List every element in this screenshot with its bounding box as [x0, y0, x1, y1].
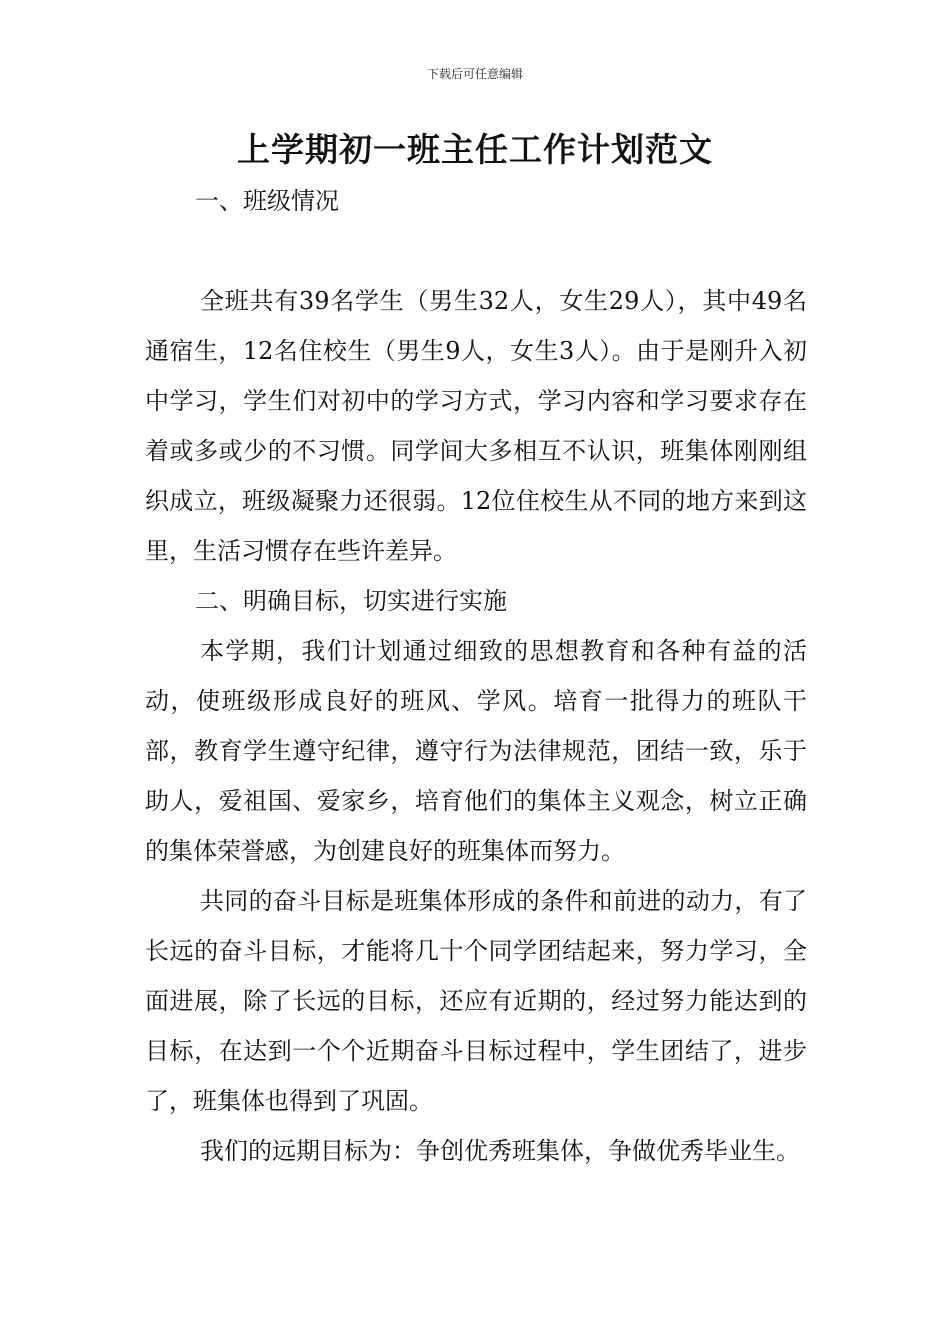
header-note: 下载后可任意编辑 [426, 67, 523, 81]
paragraph-semester-plan: 本学期，我们计划通过细致的思想教育和各种有益的活动，使班级形成良好的班风、学风。培育一批得力的班队干部，教育学生遵守纪律，遵守行为法律规范，团结一致，乐于助人，爱祖国、爱家乡，培育他们的集体主义观念，树立正确的集体荣誉感，为创建良好的班集体而努力。 [145, 637, 807, 865]
paragraph-class-situation: 全班共有39名学生（男生32人，女生29人），其中49名通宿生，12名住校生（男生9人，女生3人）。由于是刚升入初中学习，学生们对初中的学习方式，学习内容和学习要求存在着或多或少的不习惯。同学间大多相互不认识，班集体刚刚组织成立，班级凝聚力还很弱。12位住校生从不同的地方来到这里，生活习惯存在些许差异。 [145, 287, 807, 565]
document-title: 上学期初一班主任工作计划范文 [237, 130, 713, 169]
section-heading-goals: 二、明确目标，切实进行实施 [195, 587, 507, 615]
paragraph-common-goal: 共同的奋斗目标是班集体形成的条件和前进的动力，有了长远的奋斗目标，才能将几十个同学团结起来，努力学习，全面进展，除了长远的目标，还应有近期的，经过努力能达到的目标，在达到一个个近期奋斗目标过程中，学生团结了，进步了，班集体也得到了巩固。 [145, 887, 807, 1115]
paragraph-long-term-goal: 我们的远期目标为：争创优秀班集体，争做优秀毕业生。 [200, 1137, 800, 1165]
section-heading-class-situation: 一、班级情况 [195, 187, 339, 215]
